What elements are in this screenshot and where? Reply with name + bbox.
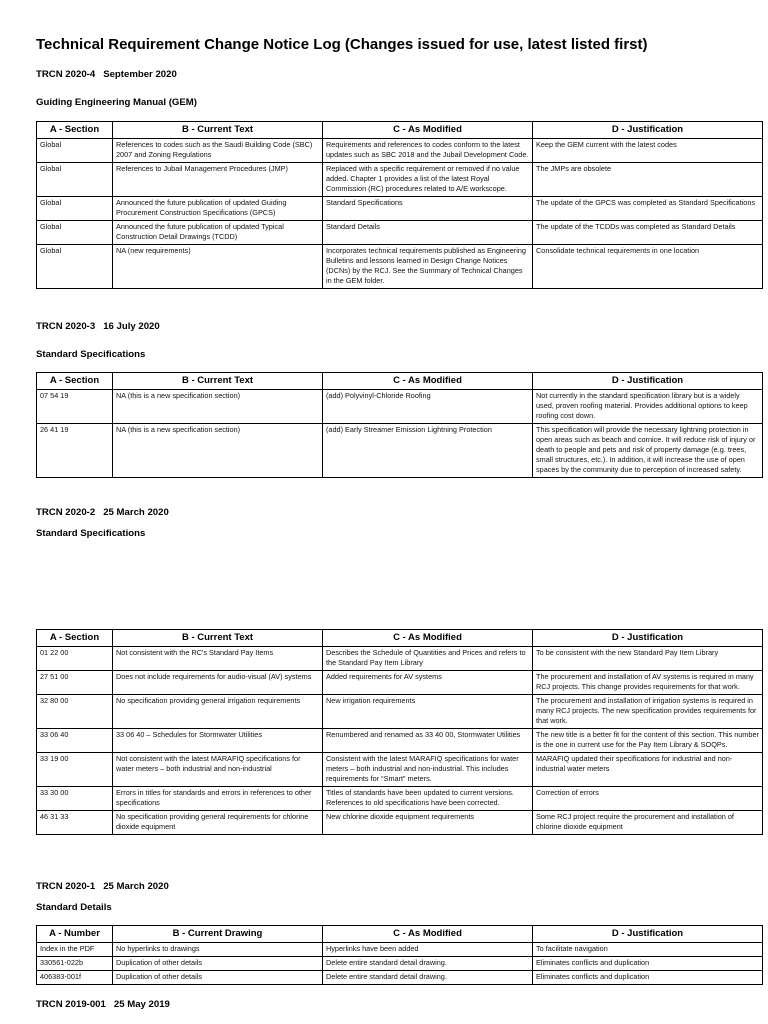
table-cell: 33 06 40 bbox=[37, 729, 113, 753]
column-header: D - Justification bbox=[533, 630, 763, 647]
table-cell: The procurement and installation of AV systems is required in many RCJ projects. This change provides requirements for that work. bbox=[533, 671, 763, 695]
table-cell: 26 41 19 bbox=[37, 424, 113, 478]
table-cell: No specification providing general irrigation requirements bbox=[113, 695, 323, 729]
table-cell: Errors in titles for standards and errors in references to other specifications bbox=[113, 787, 323, 811]
table-cell: Not consistent with the latest MARAFIQ specifications for water meters – both industrial and non-industrial bbox=[113, 753, 323, 787]
table-cell: Replaced with a specific requirement or removed if no value added. Chapter 1 provides a list of the latest Royal Commission (RC) procedures related to A/E workscope. bbox=[323, 163, 533, 197]
table-header-row bbox=[37, 630, 763, 647]
notice-date: 25 March 2020 bbox=[103, 881, 169, 892]
table-cell: 07 54 19 bbox=[37, 390, 113, 424]
table-row bbox=[37, 811, 763, 835]
table-cell: The JMPs are obsolete bbox=[533, 163, 763, 197]
column-header: A - Section bbox=[37, 373, 113, 390]
table-cell: Duplication of other details bbox=[113, 957, 323, 971]
table-cell: Renumbered and renamed as 33 40 00, Stormwater Utilities bbox=[323, 729, 533, 753]
table-row bbox=[37, 390, 763, 424]
table-cell: Some RCJ project require the procurement and installation of chlorine dioxide equipment bbox=[533, 811, 763, 835]
table-cell: No specification providing general requirements for chlorine dioxide equipment bbox=[113, 811, 323, 835]
table-header-row bbox=[37, 373, 763, 390]
notice-number: TRCN 2020-2 bbox=[36, 507, 96, 518]
table-row bbox=[37, 957, 763, 971]
table-cell: 406383-001f bbox=[37, 971, 113, 985]
section-subtitle: Guiding Engineering Manual (GEM) bbox=[36, 97, 197, 108]
table-cell: Standard Specifications bbox=[323, 197, 533, 221]
column-header: B - Current Drawing bbox=[113, 926, 323, 943]
table-cell: Global bbox=[37, 163, 113, 197]
page-title: Technical Requirement Change Notice Log (Changes issued for use, latest listed first) bbox=[36, 36, 648, 53]
table-row bbox=[37, 695, 763, 729]
table-cell: Announced the future publication of updated Typical Construction Detail Drawings (TCDD) bbox=[113, 221, 323, 245]
table-cell: References to Jubail Management Procedures (JMP) bbox=[113, 163, 323, 197]
table-row bbox=[37, 971, 763, 985]
table-cell: (add) Early Streamer Emission Lightning Protection bbox=[323, 424, 533, 478]
table-cell: Titles of standards have been updated to current versions. References to old specifications have been corrected. bbox=[323, 787, 533, 811]
table-cell: Requirements and references to codes conform to the latest updates such as SBC 2018 and the Jubail Development Code. bbox=[323, 139, 533, 163]
table-cell: The new title is a better fit for the content of this section. This number is the one in current use for the Pay Item Library & SOQPs. bbox=[533, 729, 763, 753]
table-cell: The procurement and installation of irrigation systems is required in many RCJ projects. The new specification provides requirements for that work. bbox=[533, 695, 763, 729]
column-header: C - As Modified bbox=[323, 630, 533, 647]
notice-heading bbox=[36, 69, 177, 80]
table-row bbox=[37, 197, 763, 221]
column-header: A - Section bbox=[37, 122, 113, 139]
table-cell: References to codes such as the Saudi Building Code (SBC) 2007 and Zoning Regulations bbox=[113, 139, 323, 163]
table-cell: Global bbox=[37, 197, 113, 221]
notice-heading bbox=[36, 881, 169, 892]
table-cell: 46 31 33 bbox=[37, 811, 113, 835]
table-row bbox=[37, 647, 763, 671]
table-cell: Global bbox=[37, 245, 113, 289]
table-cell: 01 22 00 bbox=[37, 647, 113, 671]
table-cell: NA (new requirements) bbox=[113, 245, 323, 289]
table-cell: Eliminates conflicts and duplication bbox=[533, 957, 763, 971]
notice-date: September 2020 bbox=[103, 69, 177, 80]
table-row bbox=[37, 671, 763, 695]
column-header: C - As Modified bbox=[323, 926, 533, 943]
table-cell: Standard Details bbox=[323, 221, 533, 245]
notice-heading bbox=[36, 321, 160, 332]
column-header: D - Justification bbox=[533, 373, 763, 390]
notice-date: 25 March 2020 bbox=[103, 507, 169, 518]
table-row bbox=[37, 729, 763, 753]
table-cell: New chlorine dioxide equipment requirements bbox=[323, 811, 533, 835]
notice-number: TRCN 2019-001 bbox=[36, 999, 106, 1010]
table-cell: 33 06 40 – Schedules for Stormwater Utilities bbox=[113, 729, 323, 753]
table-header-row bbox=[37, 122, 763, 139]
table-row bbox=[37, 245, 763, 289]
notice-heading bbox=[36, 999, 170, 1010]
table-cell: Not consistent with the RC's Standard Pay Items bbox=[113, 647, 323, 671]
table-cell: NA (this is a new specification section) bbox=[113, 390, 323, 424]
column-header: B - Current Text bbox=[113, 630, 323, 647]
table-cell: Consolidate technical requirements in one location bbox=[533, 245, 763, 289]
notice-number: TRCN 2020-3 bbox=[36, 321, 96, 332]
notice-number: TRCN 2020-4 bbox=[36, 69, 96, 80]
table-cell: 33 30 00 bbox=[37, 787, 113, 811]
change-table bbox=[36, 121, 763, 289]
table-cell: NA (this is a new specification section) bbox=[113, 424, 323, 478]
table-row bbox=[37, 139, 763, 163]
table-cell: Does not include requirements for audio-visual (AV) systems bbox=[113, 671, 323, 695]
table-cell: This specification will provide the necessary lightning protection in open areas such as beach and cornice. It will reduce risk of injury or death to people and pets and risk of property damage (e.g. trees, small structures, etc.). In addition, it will increase the use of open spaces by the community due to perception of increased safety. bbox=[533, 424, 763, 478]
table-header-row bbox=[37, 926, 763, 943]
table-cell: 32 80 00 bbox=[37, 695, 113, 729]
table-cell: Delete entire standard detail drawing. bbox=[323, 957, 533, 971]
notice-heading bbox=[36, 507, 169, 518]
table-cell: Correction of errors bbox=[533, 787, 763, 811]
table-cell: Describes the Schedule of Quantities and Prices and refers to the Standard Pay Item Library bbox=[323, 647, 533, 671]
table-cell: 27 51 00 bbox=[37, 671, 113, 695]
column-header: B - Current Text bbox=[113, 122, 323, 139]
table-cell: New irrigation requirements bbox=[323, 695, 533, 729]
table-cell: Global bbox=[37, 139, 113, 163]
change-table bbox=[36, 629, 763, 835]
table-cell: No hyperlinks to drawings bbox=[113, 943, 323, 957]
notice-number: TRCN 2020-1 bbox=[36, 881, 96, 892]
section-subtitle: Standard Details bbox=[36, 902, 112, 913]
column-header: A - Number bbox=[37, 926, 113, 943]
column-header: D - Justification bbox=[533, 122, 763, 139]
table-cell: Incorporates technical requirements published as Engineering Bulletins and lessons learned in Design Change Notices (DCNs) by the RCJ. See the Summary of Technical Changes in the GEM folder. bbox=[323, 245, 533, 289]
column-header: C - As Modified bbox=[323, 122, 533, 139]
table-row bbox=[37, 163, 763, 197]
column-header: B - Current Text bbox=[113, 373, 323, 390]
table-cell: The update of the GPCS was completed as Standard Specifications bbox=[533, 197, 763, 221]
table-cell: To facilitate navigation bbox=[533, 943, 763, 957]
column-header: C - As Modified bbox=[323, 373, 533, 390]
table-cell: Eliminates conflicts and duplication bbox=[533, 971, 763, 985]
table-cell: Delete entire standard detail drawing. bbox=[323, 971, 533, 985]
table-row bbox=[37, 424, 763, 478]
table-row bbox=[37, 787, 763, 811]
table-cell: 33 19 00 bbox=[37, 753, 113, 787]
section-subtitle: Standard Specifications bbox=[36, 349, 146, 360]
table-row bbox=[37, 753, 763, 787]
table-cell: 330561-022b bbox=[37, 957, 113, 971]
table-cell: Global bbox=[37, 221, 113, 245]
notice-date: 25 May 2019 bbox=[113, 999, 170, 1010]
table-row bbox=[37, 221, 763, 245]
table-cell: Announced the future publication of updated Guiding Procurement Construction Specifications (GPCS) bbox=[113, 197, 323, 221]
section-subtitle: Standard Specifications bbox=[36, 528, 146, 539]
table-cell: Added requirements for AV systems bbox=[323, 671, 533, 695]
table-cell: Keep the GEM current with the latest codes bbox=[533, 139, 763, 163]
table-cell: To be consistent with the new Standard Pay Item Library bbox=[533, 647, 763, 671]
table-cell: Hyperlinks have been added bbox=[323, 943, 533, 957]
table-cell: (add) Polyvinyl-Chloride Roofing bbox=[323, 390, 533, 424]
notice-date: 16 July 2020 bbox=[103, 321, 160, 332]
column-header: D - Justification bbox=[533, 926, 763, 943]
table-cell: Consistent with the latest MARAFIQ specifications for water meters – both industrial and non-industrial. This includes requirements for “Smart” meters. bbox=[323, 753, 533, 787]
change-table bbox=[36, 925, 763, 985]
table-cell: Duplication of other details bbox=[113, 971, 323, 985]
column-header: A - Section bbox=[37, 630, 113, 647]
table-cell: Not currently in the standard specification library but is a widely used, proven roofing material. Provides additional options to keep roofing cost down. bbox=[533, 390, 763, 424]
table-cell: The update of the TCDDs was completed as Standard Details bbox=[533, 221, 763, 245]
table-cell: MARAFIQ updated their specifications for industrial and non-industrial water meters bbox=[533, 753, 763, 787]
table-cell: Index in the PDF bbox=[37, 943, 113, 957]
table-row bbox=[37, 943, 763, 957]
change-table bbox=[36, 372, 763, 478]
